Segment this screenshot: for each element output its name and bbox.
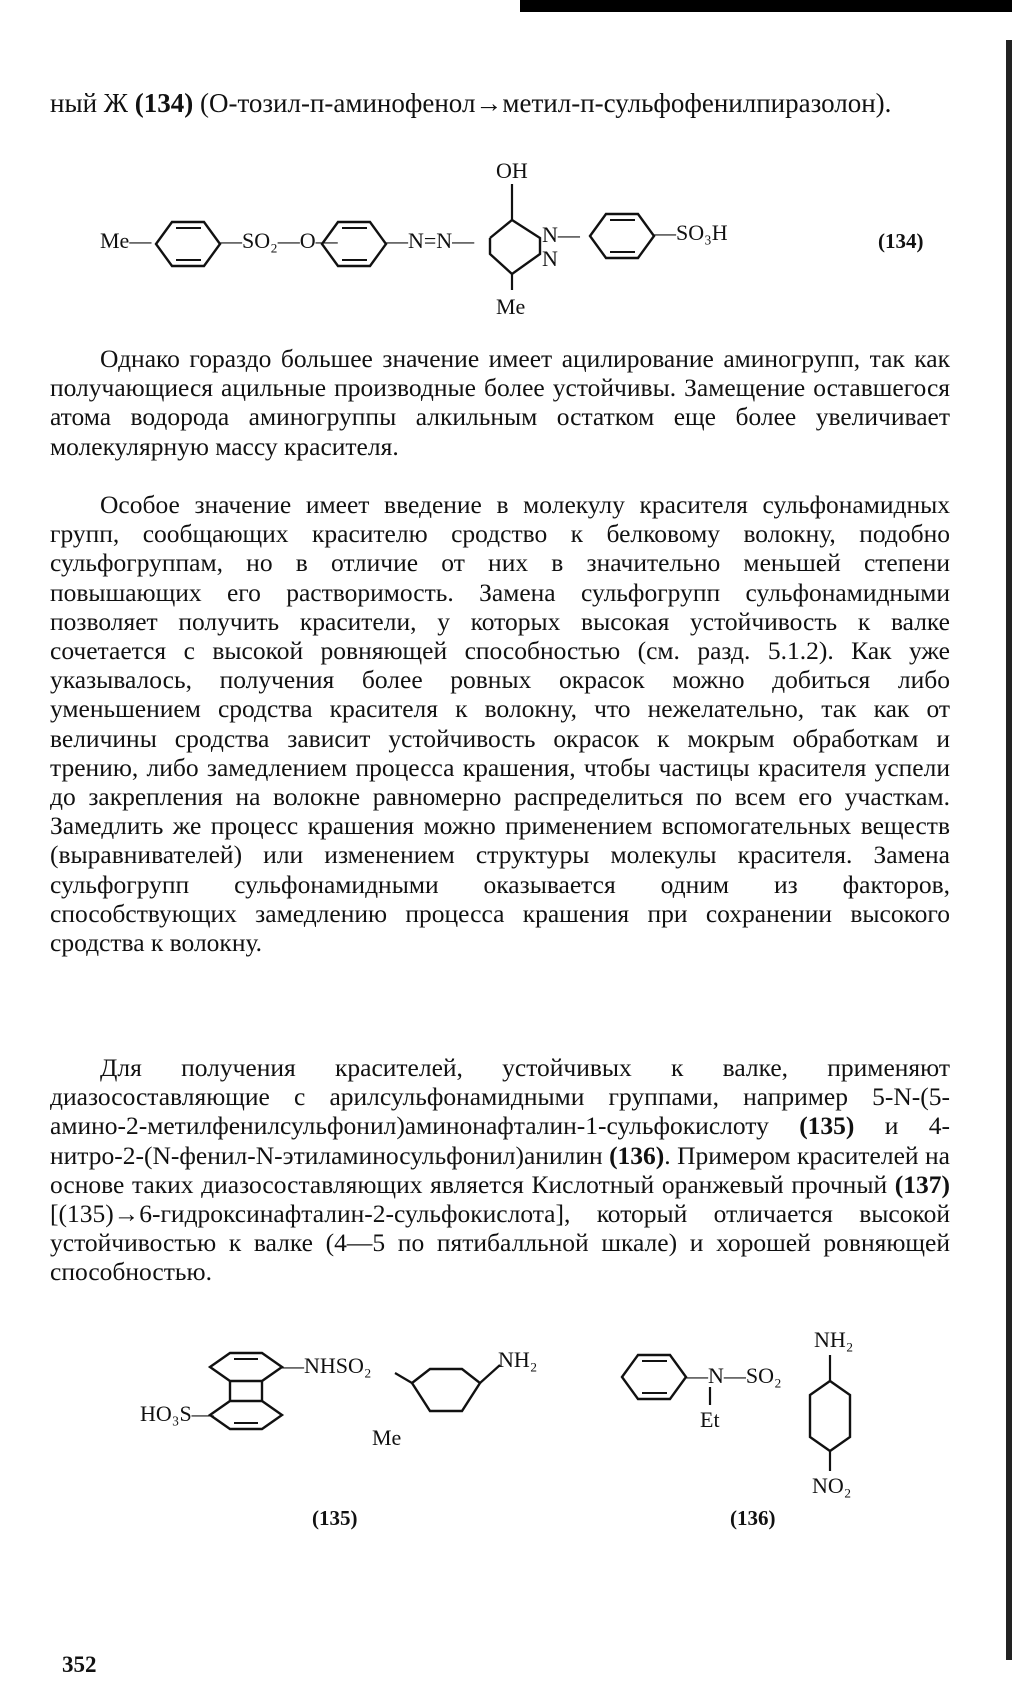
p3-part-g: [(135)→6-гидроксинафталин-2-сульфокислота], который отличается высокой устойчивостью к валке (4—5 по пятибалльной шкале) и хорошей ровняющей способностью. [50, 1199, 950, 1287]
s134-so2-o: —SO₂—O— [220, 228, 338, 253]
s135-label: (135) [312, 1506, 358, 1530]
intro-text: (О-тозил-п-аминофенол→метил-п-сульфофенилпиразолон). [193, 88, 892, 118]
s134-azo: —N=N— [386, 228, 475, 253]
s136-label: (136) [730, 1506, 776, 1530]
s136-nh2: NH₂ [814, 1327, 854, 1352]
intro-line [50, 88, 950, 119]
structures-135-136 [50, 1325, 960, 1540]
s134-n2: N [542, 246, 558, 271]
paragraph-3 [50, 1053, 950, 1287]
s134-so3h: —SO₃H [654, 220, 728, 245]
p3-part-c: и 4-нитро-2-(N-фенил-N-этиламиносульфонил)анилин [50, 1111, 950, 1170]
s135-nh2-bond [480, 1365, 500, 1383]
structure-134 [50, 150, 960, 330]
paragraph-1: Однако гораздо большее значение имеет ацилирование аминогрупп, так как получающиеся ацильные производные более устойчивы. Замещение оставшегося атома водорода аминогруппы алкильным остатком еще более увеличивает молекулярную массу красителя. [50, 344, 950, 461]
p3-ref-135: (135) [799, 1111, 855, 1141]
s134-oh: OH [496, 158, 528, 183]
s135-naphthalene-upper [210, 1353, 282, 1381]
intro-prefix: ный Ж [50, 88, 135, 118]
s134-label: (134) [878, 229, 924, 253]
s136-no2: NO₂ [812, 1473, 852, 1498]
s136-nso2: —N—SO₂ [686, 1363, 782, 1388]
p3-ref-137: (137) [894, 1169, 950, 1199]
scan-right-border [1006, 40, 1012, 1660]
s135-nh2: NH₂ [498, 1347, 538, 1372]
s135-naphthalene-lower [210, 1401, 282, 1429]
s134-heterocycle [490, 220, 540, 274]
s136-et: Et [700, 1407, 720, 1432]
s135-benzene-ring [412, 1369, 480, 1411]
p3-part-e: . Примером красителей на основе таких диазосоставляющих является Кислотный оранжевый прочный [50, 1140, 950, 1199]
p3-part-a: Для получения красителей, устойчивых к валке, применяют диазосоставляющие с арилсульфонамидными группами, например 5-N-(5-амино-2-метилфенилсульфонил)аминонафталин-1-сульфокислоту [50, 1053, 950, 1141]
s135-me: Me [372, 1425, 402, 1450]
s135-link [395, 1373, 412, 1383]
s134-n1: N— [542, 222, 580, 247]
paragraph-2: Особое значение имеет введение в молекулу красителя сульфонамидных групп, сообщающих красителю сродство к белковому волокну, подобно сульфогруппам, но в отличие от них в значительно меньшей степени повышающих его растворимость. Замена сульфогрупп сульфонамидными позволяет получить красители, у которых высокая устойчивость к валке сочетается с высокой ровняющей способностью (см. разд. 5.1.2). Как уже указывалось, получения более ровных окрасок можно добиться либо уменьшением сродства красителя к волокну, что нежелательно, так как от величины сродства зависит устойчивость окрасок к мокрым обработкам и трению, либо замедлением процесса крашения, чтобы частицы красителя успели до закрепления на волокне равномерно распределиться по всем его участкам. Замедлить же процесс крашения можно применением вспомогательных веществ (выравнивателей) или изменением структуры молекулы красителя. Замена сульфогрупп сульфонамидными оказывается одним из факторов, способствующих замедлению процесса крашения при сохранении высокого сродства к волокну. [50, 490, 950, 958]
s134-me-bottom: Me [496, 294, 526, 319]
s136-aniline-ring [810, 1381, 850, 1451]
intro-compound-number: (134) [134, 88, 194, 118]
s135-so3h: HO₃S— [140, 1401, 214, 1426]
s134-me-left: Me— [100, 228, 152, 253]
book-page [50, 0, 960, 1685]
s135-nhso2: —NHSO₂ [282, 1353, 372, 1378]
p3-ref-136: (136) [609, 1140, 665, 1170]
page-number: 352 [62, 1652, 97, 1677]
